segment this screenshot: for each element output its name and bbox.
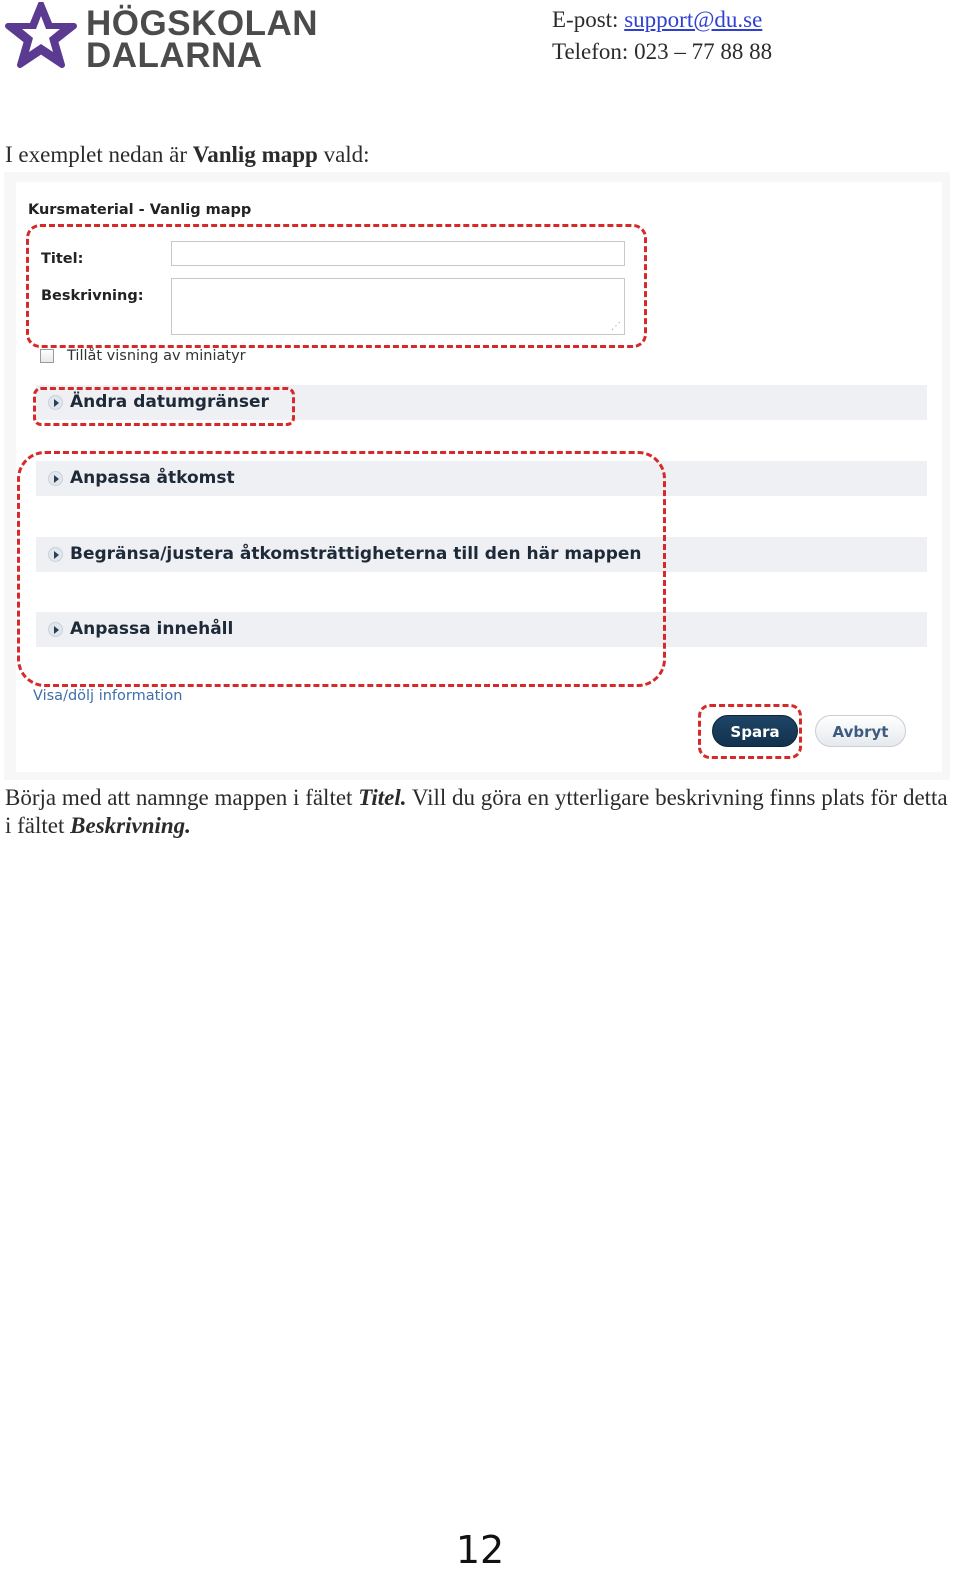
highlight-save bbox=[698, 704, 802, 759]
resize-grip-icon[interactable]: ⋰ bbox=[611, 321, 621, 332]
email-link[interactable]: support@du.se bbox=[624, 7, 763, 32]
email-label: E-post: bbox=[552, 7, 619, 32]
panel-title: Kursmaterial - Vanlig mapp bbox=[28, 202, 252, 218]
intro-bold: Vanlig mapp bbox=[192, 142, 318, 167]
toggle-info-link[interactable]: Visa/dölj information bbox=[33, 688, 183, 704]
paragraph-field1: Titel. bbox=[358, 785, 407, 810]
logo bbox=[4, 2, 324, 75]
beskrivning-label: Beskrivning: bbox=[41, 288, 144, 304]
email-line bbox=[552, 4, 772, 36]
paragraph-part1: Börja med att namnge mappen i fältet bbox=[5, 785, 353, 810]
page-number: 12 bbox=[455, 1528, 505, 1572]
paragraph-field2: Beskrivning. bbox=[70, 813, 191, 838]
form-screenshot bbox=[4, 172, 950, 780]
save-button[interactable]: Spara bbox=[712, 715, 798, 747]
thumbnail-checkbox-label: Tillåt visning av miniatyr bbox=[67, 348, 246, 364]
thumbnail-checkbox[interactable] bbox=[40, 349, 54, 363]
section-label: Anpassa åtkomst bbox=[70, 468, 235, 488]
section-label: Begränsa/justera åtkomsträttigheterna till den här mappen bbox=[70, 544, 642, 564]
section-label: Anpassa innehåll bbox=[70, 619, 234, 639]
phone-label: Telefon: bbox=[552, 39, 629, 64]
contact-info bbox=[552, 4, 772, 68]
cancel-button[interactable]: Avbryt bbox=[815, 715, 906, 747]
logo-line-1: HÖGSKOLAN bbox=[86, 4, 318, 43]
paragraph-part2: Vill du göra en ytterligare beskrivning finns plats för detta i fältet bbox=[5, 785, 948, 838]
section-label: Ändra datumgränser bbox=[70, 392, 269, 412]
phone-number: 023 – 77 88 88 bbox=[634, 39, 773, 64]
intro-prefix: I exemplet nedan är bbox=[5, 142, 187, 167]
titel-label: Titel: bbox=[41, 251, 84, 267]
highlight-access-content bbox=[17, 451, 666, 687]
star-logo-icon bbox=[4, 2, 78, 68]
instruction-paragraph bbox=[5, 784, 950, 840]
intro-suffix: vald: bbox=[323, 142, 370, 167]
phone-line bbox=[552, 36, 772, 68]
intro-text bbox=[5, 142, 370, 168]
highlight-date-limits bbox=[33, 387, 295, 426]
form-panel bbox=[16, 182, 942, 772]
highlight-title-description bbox=[26, 224, 647, 348]
logo-line-2: DALARNA bbox=[86, 36, 263, 75]
